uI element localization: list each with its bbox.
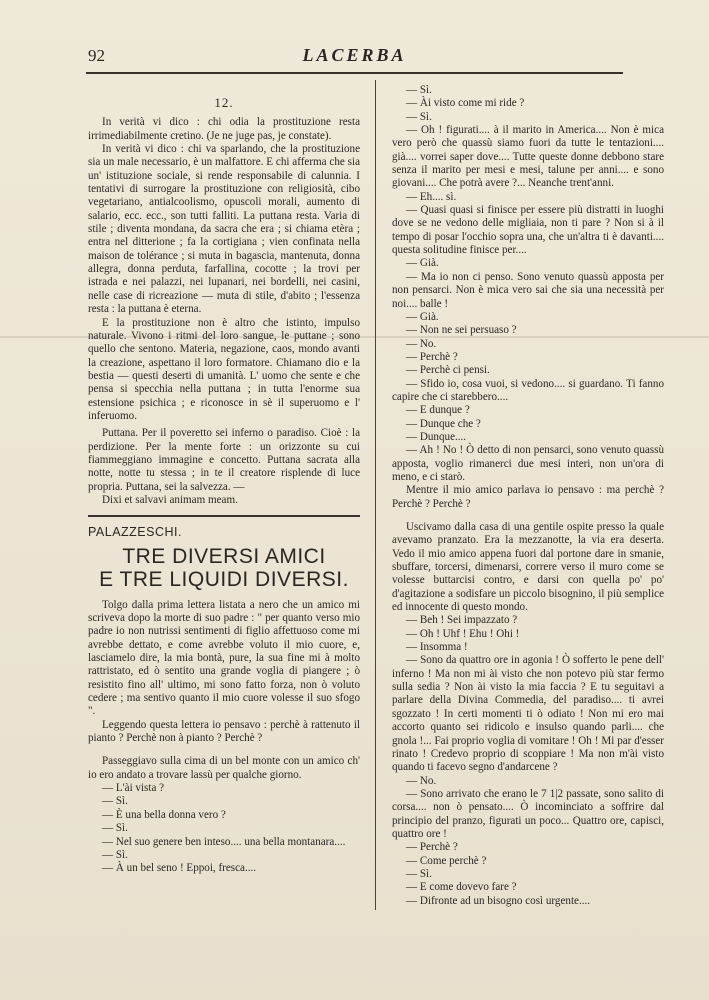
paragraph: Leggendo questa lettera io pensavo : perchè à rattenuto il pianto ? Perchè non à pianto ? Perchè ? <box>88 718 360 745</box>
dialogue-line: — No. <box>406 774 437 787</box>
dialogue-line: — Insomma ! <box>406 641 468 654</box>
article-title-line: TRE DIVERSI AMICI <box>122 544 326 568</box>
dialogue-line: — Dunque che ? <box>406 417 481 430</box>
article-separator <box>88 515 360 517</box>
dialogue-line: — Sì. <box>406 110 432 123</box>
dialogue-line: — Quasi quasi si finisce per essere più distratti in luoghi dove se ne vedono delle migliaia, non ti pare ? Non si à il tempo di posar l'occhio sopra una, che un'altra ti è davanti.... questa solitudine finisce per.... <box>392 204 664 257</box>
dialogue-line: — E come dovevo fare ? <box>406 881 517 894</box>
paragraph: In verità vi dico : chi odia la prostituzione resta irrimediabilmente cretino. (Je ne juge pas, je constate). <box>88 116 360 142</box>
paragraph: Dixi et salvavi animam meam. <box>102 493 238 506</box>
paragraph: In verità vi dico : chi va sparlando, che la prostituzione sia un male necessario, è un malfattore. E chi afferma che sia un' istituzione sociale, si rende responsabile di calunnia. I tentativi di surrogare la prostituzione con religiosità, cibo vegetariano, antialcoolismo, opuscoli morali, aumento di salario, ecc. ecc., son tutti falliti. La puttana resta. Varia di stile ; diventa mondana, da sacra che era ; si chiama etèra ; entra nel ditterione ; fa la cortigiana ; vien confinata nella maison de tolérance ; si muta in bagascia, mantenuta, donna allegra, donna perduta, farfallina, cocotte ; la trovi per istrada e nei palazzi, nei lupanari, nei bordelli, nei casini, nelle case di ricreazione — muta di stile, d'abito ; l'essenza resta : la puttana è eterna. <box>88 143 360 316</box>
paragraph: Uscivamo dalla casa di una gentile ospite presso la quale avevamo pranzato. Era la mezzanotte, la via era deserta. Vedo il mio amico appena fuori dal portone dare in smanie, sbuffare, torcersi, dimenarsi, correre verso il muro come se volesse buttarcisi contro, e darsi con quella po' po' d'agitazione a sodisfare un piccolo bisognino, il più semplice ed innocente di questo mondo. <box>392 521 664 614</box>
dialogue-line: — Già. <box>406 310 439 323</box>
paragraph: Puttana. Per il poveretto sei inferno o paradiso. Cioè : la perdizione. Per la mente forte : un orizzonte su cui fiammeggiano immagine e concetto. Puttana sacrata alla notte, notte tu stessa ; in te il creatore risplende di luce propria. Puttana, sei la salvezza. — <box>88 427 360 493</box>
author-name: PALAZZESCHI. <box>88 525 182 540</box>
dialogue-line: — Perchè ? <box>406 841 458 854</box>
section-number: 12. <box>214 95 234 110</box>
dialogue-line: — Sì. <box>102 795 128 808</box>
dialogue-line: — Sì. <box>102 822 128 835</box>
dialogue-line: — E dunque ? <box>406 404 470 417</box>
dialogue-line: — Sfido io, cosa vuoi, si vedono.... si guardano. Ti fanno capire che ci starebbero.... <box>392 377 664 403</box>
dialogue-line: — Difronte ad un bisogno così urgente.... <box>406 894 591 907</box>
page-header <box>86 44 623 74</box>
dialogue-line: — Oh ! figurati.... à il marito in America.... Non è mica vero però che quassù siamo fuori da tutte le tentazioni.... già.... vorrei saper dove.... Tutte queste donne debbono stare senza il marito per mesi e mesi, talune per anni.... e sono giovani.... Che potrà avere ?... Neanche trent'anni. <box>392 124 664 190</box>
dialogue-line: — No. <box>406 337 437 350</box>
article-title <box>88 545 360 591</box>
right-column <box>392 84 664 908</box>
page-number: 92 <box>88 46 105 65</box>
dialogue-line: — Non ne sei persuaso ? <box>406 324 517 337</box>
paragraph: E la prostituzione non è altro che istinto, impulso naturale. Vivono i ritmi del loro sangue, le puttane ; sono quello che sentono. Materia, negazione, caos, mondo avanti la creazione, aspettano il loro formatore. Chiamano dio e la bestia — questi deserti di umanità. L' uomo che sente e che pensa si specchia nella puttana ; in tutta l'enorme sua estensione psichica ; e riconosce in sè il superuomo e l' inferuomo. <box>88 316 360 422</box>
dialogue-line: — Sì. <box>102 848 128 861</box>
running-title: LACERBA <box>302 45 407 65</box>
dialogue-line: — Eh.... sì. <box>406 190 457 203</box>
dialogue-line: — Sì. <box>406 84 432 96</box>
dialogue-line: — Ah ! No ! Ò detto di non pensarci, sono venuto quassù apposta, voglio rimanerci due mesi interi, non un'ora di meno, e ci starò. <box>392 444 664 483</box>
dialogue-line: — Sì. <box>406 867 432 880</box>
paragraph: Passeggiavo sulla cima di un bel monte con un amico ch' io ero andato a trovare lassù per qualche giorno. <box>88 755 360 781</box>
column-divider <box>375 80 376 910</box>
dialogue-line: — À un bel seno ! Eppoi, fresca.... <box>102 862 257 875</box>
dialogue-line: — Ma io non ci penso. Sono venuto quassù apposta per non pensarci. Non è mica vero sai che sia una necessità per noi.... balle ! <box>392 270 664 310</box>
dialogue-line: — Come perchè ? <box>406 854 487 867</box>
dialogue-line: — Sono arrivato che erano le 7 1|2 passate, sono salito di corsa.... non ò pensato.... Ò incominciato a soffrire dal principio del pranzo, figurati un poco... Quattro ore, capisci, quattro ore ! <box>392 787 664 840</box>
dialogue-line: — Già. <box>406 257 439 270</box>
dialogue-line: — Sono da quattro ore in agonia ! Ò sofferto le pene dell' inferno ! Ma non mi ài visto che non potevo più star fermo sulla sedia ? Non ài visto la mia faccia ? E tu seguitavi a parlare della Divina Commedia, del paradiso.... ti avrei sgozzato ! In certi momenti ti ò odiato ! Non mi ero mai accorto quanto sei ridicolo e insulso quando parli.... che gnola !... Fai proprio voglia di vomitare ! Oh ! Mi par d'esser rinato ! Credevo proprio di scoppiare ! Ma non m'ài visto quando ti facevo segno d'andarcene ? <box>392 654 664 774</box>
article-title-line: E TRE LIQUIDI DIVERSI. <box>99 567 349 591</box>
dialogue-line: — Ài visto come mi ride ? <box>406 97 525 110</box>
paragraph: Mentre il mio amico parlava io pensavo : ma perchè ? Perchè ? Perchè ? <box>392 484 664 510</box>
left-column <box>88 84 360 876</box>
dialogue-line: — Nel suo genere ben inteso.... una bella montanara.... <box>102 835 346 848</box>
dialogue-line: — Dunque.... <box>406 430 467 443</box>
paragraph: Tolgo dalla prima lettera listata a nero che un amico mi scriveva dopo la morte di suo padre : " per quanto verso mio padre io non nutrissi sentimenti di figlio affettuoso come mi avrebbe dettato, e come avrebbe voluto il mio cuore, e, lasciamelo dire, la mia bontà, pure, la sua fine mi à molto rattristato, ed ò sentito una grande voglia di piangere ; ò resistito fino all' ultimo, mi sono fatto forza, non ò voluto cedere ; ma sentivo quanto il mio cuore volesse il suo sfogo ". <box>88 598 360 718</box>
dialogue-line: — Perchè ? <box>406 350 458 363</box>
dialogue-line: — Perchè ci pensi. <box>406 364 490 377</box>
dialogue-line: — È una bella donna vero ? <box>102 808 226 821</box>
dialogue-line: — Oh ! Uhf ! Ehu ! Ohi ! <box>406 627 520 640</box>
dialogue-line: — Beh ! Sei impazzato ? <box>406 614 518 627</box>
dialogue-line: — L'ài vista ? <box>102 782 165 795</box>
